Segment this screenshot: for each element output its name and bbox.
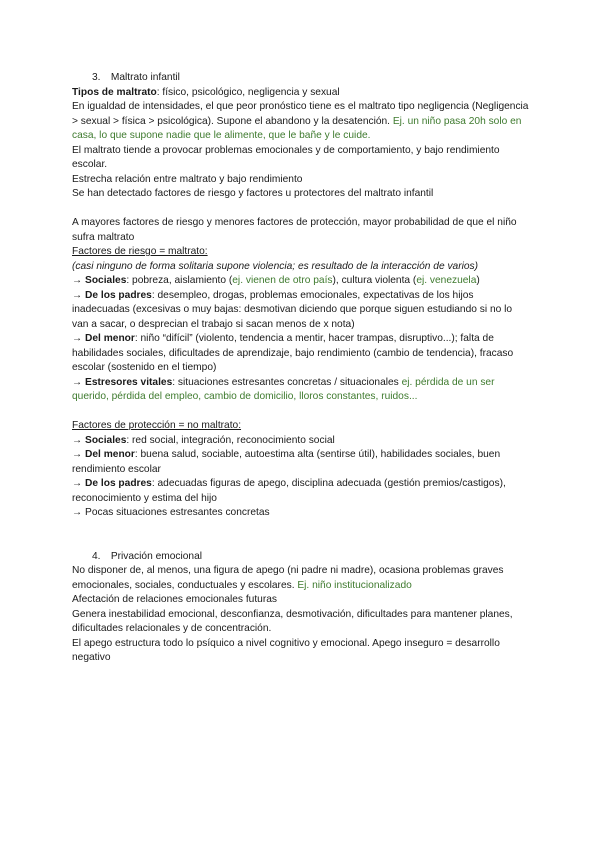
spacer [72,405,530,420]
problems-paragraph: El maltrato tiende a provocar problemas emocionales y de comportamiento, y bajo rendimiento escolar. [72,144,500,170]
risk-sociales-text-1: : pobreza, aislamiento ( [126,275,233,286]
protection-sociales-text: : red social, integración, reconocimiento social [126,434,335,446]
risk-estresores-text: : situaciones estresantes concretas / situacionales [172,376,402,388]
privation-text: No disponer de, al menos, una figura de apego (ni padre ni madre), ocasiona problemas graves emocionales, sociales, conductuales y escolares. [72,565,504,591]
relation-paragraph: Estrecha relación entre maltrato y bajo rendimiento [72,173,303,185]
arrow-icon: → [72,333,83,344]
factors-detected-paragraph: Se han detectado factores de riesgo y factores u protectores del maltrato infantil [72,188,434,199]
section-4-title: Privación emocional [110,550,203,562]
protection-sociales-label: Sociales [85,434,127,446]
protection-pocas-text: Pocas situaciones estresantes concretas [85,507,270,518]
protection-menor-label: Del menor [85,449,135,460]
tipos-text: : físico, psicológico, negligencia y sexual [156,86,340,98]
arrow-icon: → [72,478,83,489]
risk-estresores-item [72,376,530,405]
arrow-icon: → [72,289,83,301]
risk-menor-item [72,332,530,376]
risk-padres-text: : desempleo, drogas, problemas emocionales, expectativas de los hijos inadecuadas (excesivas o muy bajas: desmotivan diciendo que porque siguen estudiando si no lo van a sacar, o desprecian el trabajo si sacan menos de x nota) [72,289,513,330]
protection-sociales-item [72,434,530,449]
intensity-example: Ej. un niño pasa 20h solo en casa, lo que supone nadie que le alimente, que le bañe y le cuide. [72,115,522,141]
arrow-icon: → [72,376,83,388]
risk-padres-item [72,289,530,333]
risk-estresores-label: Estresores vitales [85,376,173,388]
section-4-number: 4. [92,550,101,562]
protection-factors-heading: Factores de protección = no maltrato: [72,420,242,431]
arrow-icon: → [72,434,83,446]
tipos-label: Tipos de maltrato [72,86,157,98]
privation-paragraph [72,564,530,593]
protection-padres-text: : adecuadas figuras de apego, disciplina adecuada (gestión premios/castigos), reconocimiento y estima del hijo [72,478,506,504]
risk-estresores-example: ej. pérdida de un ser querido, pérdida del empleo, cambio de domicilio, lloros constantes, ruidos... [72,376,495,402]
risk-sociales-text-2: ), cultura violenta ( [332,275,417,286]
probability-paragraph: A mayores factores de riesgo y menores factores de protección, mayor probabilidad de que el niño sufra maltrato [72,217,517,243]
spacer [72,521,530,550]
spacer [72,202,530,217]
apego-paragraph: El apego estructura todo lo psíquico a nivel cognitivo y emocional. Apego inseguro = desarrollo negativo [72,637,500,663]
genera-paragraph: Genera inestabilidad emocional, desconfianza, desmotivación, dificultades para mantener planes, dificultades relacionales y de concentración. [72,608,513,634]
intensity-paragraph [72,100,530,144]
risk-padres-label: De los padres [85,289,152,301]
arrow-icon: → [72,449,83,460]
risk-sociales-example-2: ej. venezuela [416,275,477,286]
protection-padres-item [72,477,530,506]
protection-pocas-item [72,506,530,521]
tipos-maltrato-line [72,86,530,101]
risk-sociales-example-1: ej. vienen de otro país [232,275,333,286]
risk-menor-text: : niño “difícil” (violento, tendencia a mentir, hacer trampas, disruptivo...); falta de habilidades sociales, dificultades de aprendizaje, bajo rendimiento (cambio de tendencia), fracaso escolar (sostenido en el tiempo) [72,333,514,373]
risk-factors-note: (casi ninguno de forma solitaria supone violencia; es resultado de la interacción de varios) [72,260,479,272]
section-3-number: 3. [92,72,101,83]
section-4-heading [72,550,530,565]
intensity-text: En igualdad de intensidades, el que peor pronóstico tiene es el maltrato tipo negligencia (Negligencia > sexual > física > psicológica). Supone el abandono y la desatención. [72,101,529,127]
arrow-icon: → [72,507,83,518]
protection-menor-item [72,448,530,477]
privation-example: Ej. niño institucionalizado [297,579,412,591]
protection-menor-text: : buena salud, sociable, autoestima alta (sentirse útil), habilidades sociales, buen rendimiento escolar [72,449,501,475]
section-3-heading [72,71,530,86]
arrow-icon: → [72,275,83,286]
protection-padres-label: De los padres [85,478,152,489]
document-content [72,71,530,666]
risk-sociales-text-3: ) [476,275,480,286]
section-3-title: Maltrato infantil [110,72,180,83]
risk-factors-heading: Factores de riesgo = maltrato: [72,246,208,257]
affect-paragraph: Afectación de relaciones emocionales futuras [72,594,277,605]
risk-menor-label: Del menor [85,333,135,344]
risk-sociales-item [72,274,530,289]
risk-sociales-label: Sociales [85,275,127,286]
